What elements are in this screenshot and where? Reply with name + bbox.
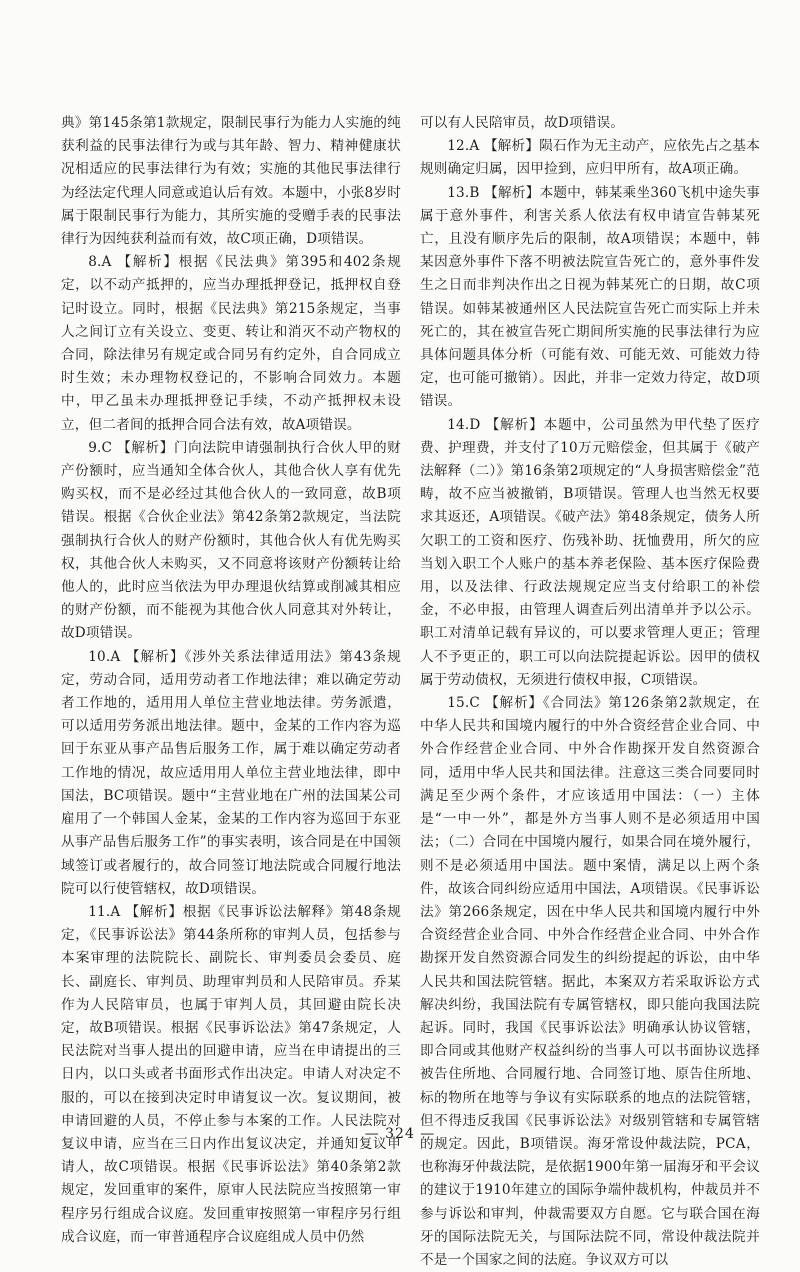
answer-11: 11.A 【解析】根据《民事诉讼法解释》第48条规定，《民事诉讼法》第44条所称的审判人员，包括参与本案审理的法院院长、副院长、审判委员会委员、庭长、副庭长、审判员、助理审判员和人民陪审员。乔某作为人民陪审员，也属于审判人员，其回避由院长决定，故B项错误。根据《民事诉讼法》第47条规定，人民法院对当事人提出的回避申请，应当在申请提出的三日内，以口头或者书面形式作出决定。申请人对决定不服的，可以在接到决定时申请复议一次。复议期间，被申请回避的人员，不停止参与本案的工作。人民法院对复议申请，应当在三日内作出复议决定，并通知复议申请人，故C项错误。根据《民事诉讼法》第40条第2款规定，发回重审的案件，原审人民法院应当按照第一审程序另行组成合议庭。发回重审按照第一审程序另行组成合议庭，而一审普通程序合议庭组成人员中仍然 <box>61 903 401 1245</box>
left-column <box>61 112 401 1249</box>
answer-14: 14.D 【解析】本题中，公司虽然为甲代垫了医疗费、护理费，并支付了10万元赔偿金，但其属于《破产法解释（二）》第16条第2项规定的“人身损害赔偿金”范畴，故不应当被撤销，B项错误。管理人也当然无权要求其返还，A项错误。《破产法》第48条规定，债务人所欠职工的工资和医疗、伤残补助、抚恤费用，所欠的应当划入职工个人账户的基本养老保险、基本医疗保险费用，以及法律、行政法规规定应当支付给职工的补偿金，不必申报，由管理人调查后列出清单并予以公示。职工对清单记载有异议的，可以要求管理人更正；管理人不予更正的，职工可以向法院提起诉讼。因甲的债权属于劳动债权，无须进行债权申报，C项错误。 <box>420 416 760 688</box>
right-column <box>420 112 760 1272</box>
answer-12: 12.A 【解析】陨石作为无主动产，应依先占之基本规则确定归属，因甲捡到，应归甲所有，故A项正确。 <box>420 138 760 178</box>
answer-13: 13.B 【解析】本题中，韩某乘坐360飞机中途失事属于意外事件，利害关系人依法有权申请宣告韩某死亡，且没有顺序先后的限制，故A项错误；本题中，韩某因意外事件下落不明被法院宣告死亡的，意外事件发生之日而非判决作出之日视为韩某死亡的日期，故C项错误。如韩某被通州区人民法院宣告死亡而实际上并未死亡的，其在被宣告死亡期间所实施的民事法律行为应具体问题具体分析（可能有效、可能无效、可能效力待定，也可能可撤销）。因此，并非一定效力待定，故D项错误。 <box>420 184 760 410</box>
paragraph: 典》第145条第1款规定，限制民事行为能力人实施的纯获利益的民事法律行为或与其年龄、智力、精神健康状况相适应的民事法律行为有效；实施的其他民事法律行为经法定代理人同意或追认后有效。本题中，小张8岁时属于限制民事行为能力，其所实施的受赠手表的民事法律行为因纯获利益而有效，故C项正确，D项错误。 <box>61 115 401 248</box>
answer-15: 15.C 【解析】《合同法》第126条第2款规定，在中华人民共和国境内履行的中外合资经营企业合同、中外合作经营企业合同、中外合作勘探开发自然资源合同，适用中华人民共和国法律。注意这三类合同要同时满足至少两个条件，才应该适用中国法：（一）主体是“一中一外”，都是外方当事人则不是必须适用中国法；（二）合同在中国境内履行，如果合同在境外履行，则不是必须适用中国法。题中案情，满足以上两个条件，故该合同纠纷应适用中国法，A项错误。《民事诉讼法》第266条规定，因在中华人民共和国境内履行中外合资经营企业合同、中外合作经营企业合同、中外合作勘探开发自然资源合同发生的纠纷提起的诉讼，由中华人民共和国法院管辖。据此，本案双方若采取诉讼方式解决纠纷，我国法院有专属管辖权，即只能向我国法院起诉。同时，我国《民事诉讼法》明确承认协议管辖，即合同或其他财产权益纠纷的当事人可以书面协议选择被告住所地、合同履行地、合同签订地、原告住所地、标的物所在地等与争议有实际联系的地点的法院管辖，但不得违反我国《民事诉讼法》对级别管辖和专属管辖的规定。因此，B项错误。海牙常设仲裁法院，PCA，也称海牙仲裁法院，是依据1900年第一届海牙和平会议的建议于1910年建立的国际争端仲裁机构，仲裁员并不参与诉讼和审判，仲裁需要双方自愿。它与联合国在海牙的国际法院无关，与国际法院不同，常设仲裁法院并不是一个国家之间的法庭。争议双方可以 <box>420 695 760 1268</box>
paragraph: 可以有人民陪审员，故D项错误。 <box>420 115 625 131</box>
answer-9: 9.C 【解析】门向法院申请强制执行合伙人甲的财产份额时，应当通知全体合伙人，其他合伙人享有优先购买权，而不是必经过其他合伙人的一致同意，故B项错误。根据《合伙企业法》第42条第2款规定，当法院强制执行合伙人的财产份额时，其他合伙人有优先购买权，其他合伙人未购买，又不同意将该财产份额转让给他人的，此时应当依法为甲办理退伙结算或削减其相应的财产份额，而不能视为其他合伙人同意其对外转让，故D项错误。 <box>61 439 401 642</box>
answer-10: 10.A 【解析】《涉外关系法律适用法》第43条规定，劳动合同，适用劳动者工作地法律；难以确定劳动者工作地的，适用用人单位主营业地法律。劳务派遣，可以适用劳务派出地法律。题中，金某的工作内容为巡回于东亚从事产品售后服务工作，属于难以确定劳动者工作地的情况，故应适用用人单位主营业地法律，即中国法，BC项错误。题中“主营业地在广州的法国某公司雇用了一个韩国人金某，金某的工作内容为巡回于东亚从事产品售后服务工作”的事实表明，该合同是在中国领域签订或者履行的，故合同签订地法院或合同履行地法院可以行使管辖权，故D项错误。 <box>61 648 401 897</box>
page-number: — 324 — <box>364 1126 436 1142</box>
answer-8: 8.A 【解析】根据《民法典》第395和402条规定，以不动产抵押的，应当办理抵押登记，抵押权自登记时设立。同时，根据《民法典》第215条规定，当事人之间订立有关设立、变更、转让和消灭不动产物权的合同，除法律另有规定或合同另有约定外，自合同成立时生效；未办理物权登记的，不影响合同效力。本题中，甲乙虽未办理抵押登记手续，不动产抵押权未设立，但二者间的抵押合同合法有效，故A项错误。 <box>61 254 401 433</box>
